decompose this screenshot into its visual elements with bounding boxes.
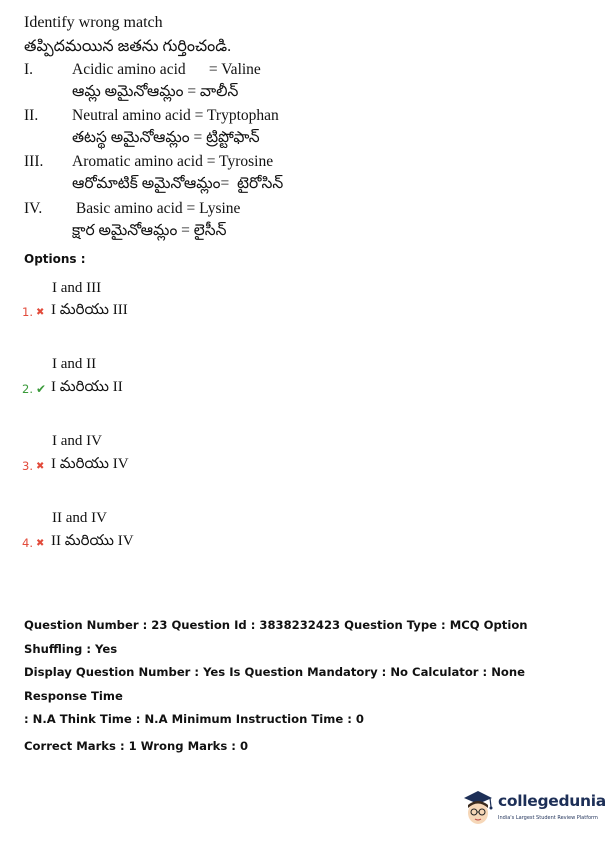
question-title-te: తప్పిదమయిన జతను గుర్తించండి. [24,38,232,55]
option-3-text-en: I and IV [52,433,102,449]
option-2[interactable] [22,379,123,399]
statement-text-en: Neutral amino acid = Tryptophan [72,107,279,124]
statement-text-te: క్షార అమైనోఆమ్లం = లైసీన్ [72,222,227,239]
option-3[interactable] [22,456,129,476]
logo-brand: collegedunia [498,792,606,810]
question-metadata [24,614,584,758]
cross-icon: ✖ [36,306,45,318]
statement-text-en: Aromatic amino acid = Tyrosine [72,153,274,170]
meta-line: Display Question Number : Yes Is Question Mandatory : No Calculator : None Response Time [24,665,526,703]
statement-text-en: Acidic amino acid = Valine [72,61,261,78]
statement-number: III. [24,153,44,170]
statement-text-te: ఆరోమాటిక్ అమైనోఆమ్లం= టైరోసిన్ [72,175,284,192]
statement-text-te: ఆమ్ల అమైనోఆమ్లం = వాలీన్ [72,83,239,100]
meta-line: : N.A Think Time : N.A Minimum Instruction Time : 0 [24,712,364,726]
statement-text-en: Basic amino acid = Lysine [72,200,241,217]
statement-text-te: తటస్థ అమైనోఆమ్లం = ట్రిప్టోఫాన్ [72,129,260,146]
option-number: 2. [22,382,33,396]
mascot-icon [460,786,496,828]
check-icon: ✔ [36,382,47,396]
option-text-te: I మరియు II [51,379,123,395]
statement-number: I. [24,61,34,78]
meta-line: Question Number : 23 Question Id : 3838232423 Question Type : MCQ Option Shuffling : Yes [24,618,528,656]
meta-line: Correct Marks : 1 Wrong Marks : 0 [24,738,249,753]
option-number: 4. [22,536,33,550]
option-4-text-en: II and IV [52,510,107,526]
options-label: Options : [24,252,86,266]
cross-icon: ✖ [36,460,45,472]
option-1-text-en: I and III [52,280,102,296]
collegedunia-logo [460,786,606,830]
statement-number: II. [24,107,39,124]
question-title-en: Identify wrong match [24,14,163,31]
option-number: 3. [22,459,33,473]
option-text-te: I మరియు III [51,302,128,318]
option-text-te: II మరియు IV [51,533,134,549]
option-text-te: I మరియు IV [51,456,129,472]
option-1[interactable] [22,302,128,322]
option-4[interactable] [22,533,134,553]
statement-number: IV. [24,200,43,217]
option-2-text-en: I and II [52,356,97,372]
logo-tagline: India's Largest Student Review Platform [498,815,598,821]
option-number: 1. [22,305,33,319]
cross-icon: ✖ [36,537,45,549]
